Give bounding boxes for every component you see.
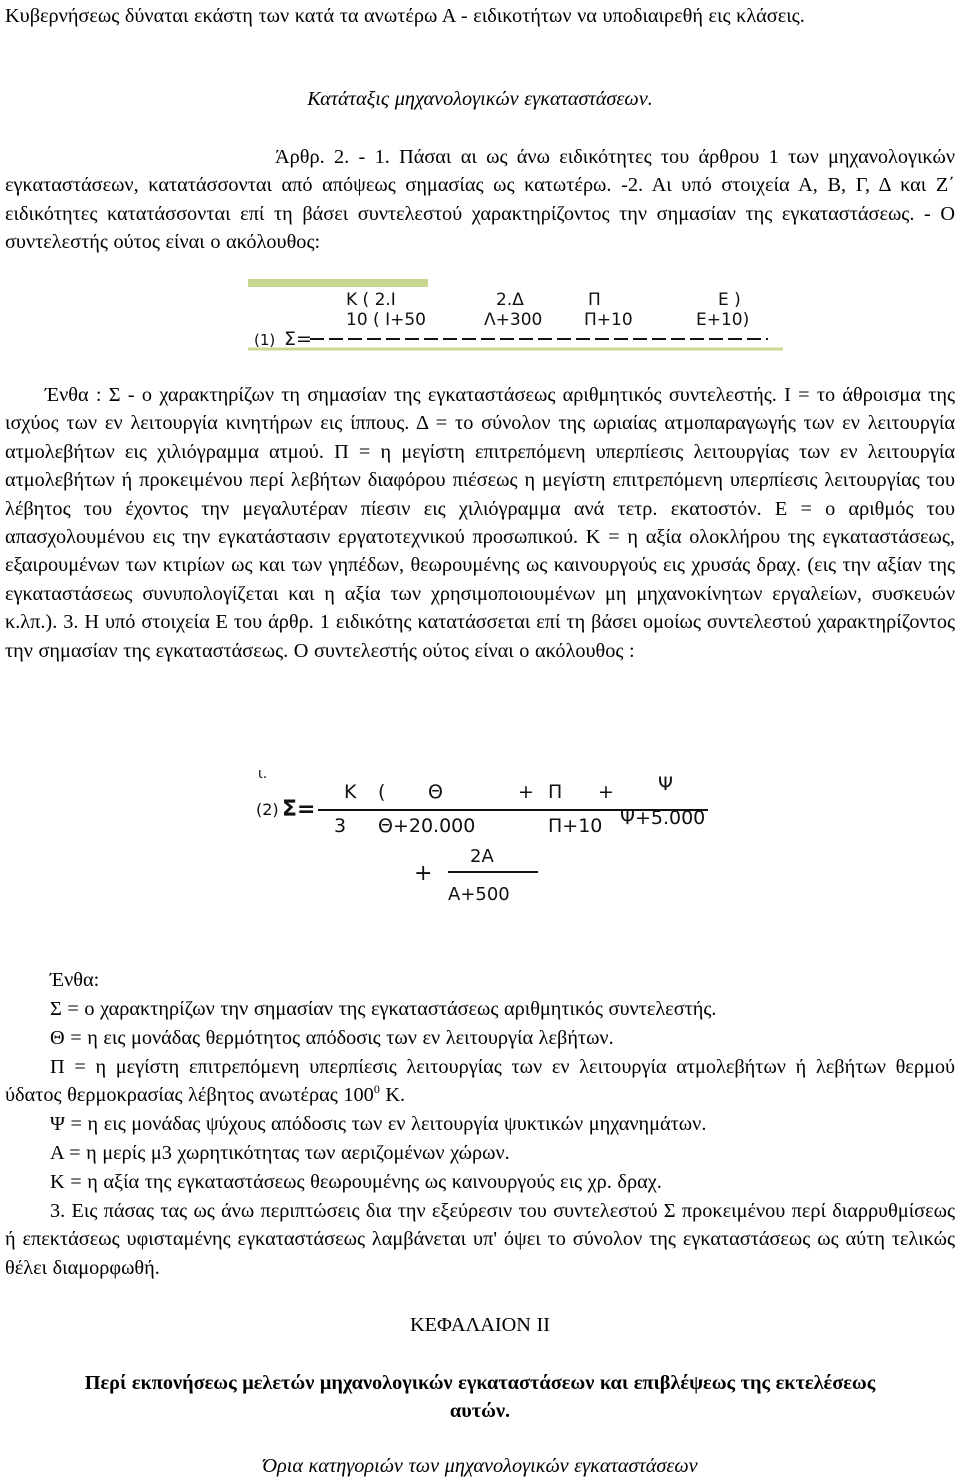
- def-pi-unit: Κ.: [379, 1084, 406, 1107]
- formula-2: [248, 770, 718, 910]
- formula-1-lhs: Σ=: [284, 328, 312, 350]
- def-theta: Θ = η εις μονάδας θερμότητος απόδοσις των εν λειτουργία λεβήτων.: [50, 1027, 614, 1049]
- formula-2-theta-num: Θ: [428, 781, 443, 803]
- formula-1-den-4: Ε+10): [696, 310, 750, 330]
- formula-1-num-3: Π: [588, 290, 601, 310]
- formula-1-num-1: Κ ( 2.Ι: [346, 290, 396, 310]
- def-k: Κ = η αξία της εγκαταστάσεως θεωρουμένης ως καινουργούς εις χρ. δραχ.: [50, 1171, 662, 1193]
- definitions-paragraph: Ένθα : Σ - ο χαρακτηρίζων τη σημασίαν της εγκαταστάσεως αριθμητικός συντελεστής. Ι = το άθροισμα της ισχύος των εν λειτουργία κινητήρων εις ίππους. Δ = το σύνολον της ωριαίας ατμοπαραγωγής των εν λειτουργία ατμολεβήτων εις χιλιόγραμμα ατμού. Π = η μεγίστη επιτρεπόμενη υπερπίεσις λειτουργίας των εν λειτουργία ατμολεβήτων ή προκειμένου περί λεβήτων διαφόρου πιέσεως η μεγίστη επιτρεπόμενη υπερπίεσις λειτουργίας του λέβητος του έχοντος την μεγαλυτέραν πίεσιν εις χιλιόγραμμα ανά τετρ. εκατοστόν. Ε = ο αριθμός του απασχολουμένου εις την εγκατάστασιν εργατοτεχνικού προσωπικού. Κ = η αξία ολοκλήρου της εγκαταστάσεως, εξαιρουμένων των κτιρίων ως και των γηπέδων, θεωρουμένης ως καινουργούς εις χρυσάς δραχ. (εις την αξίαν της εγκαταστάσεως συνυπολογίζεται και η αξία των χρησιμοποιουμένων μη μηχανοκίνητων εργαλείων, συσκευών κ.λπ.). 3. Η υπό στοιχεία Ε του άρθρ. 1 ειδικότης κατατάσσεται επί τη βάσει ομοίως συντελεστού χαρακτηρίζοντος την σημασίαν της εγκαταστάσεως. Ο συντελεστής ούτος είναι ο ακόλουθος :: [5, 384, 955, 662]
- formula-1-num-2: 2.Δ: [496, 290, 524, 310]
- formula-2-theta-den: Θ+20.000: [378, 815, 476, 837]
- formula-2-a-den: Α+500: [448, 884, 510, 905]
- last-line: Όρια κατηγοριών των μηχανολογικών εγκαταστάσεων: [262, 1455, 698, 1477]
- chapter-heading: ΚΕΦΑΛΑΙΟΝ ΙΙ: [409, 1314, 550, 1336]
- formula-2-p-den: Π+10: [548, 815, 603, 837]
- formula-2-three: 3: [334, 815, 347, 837]
- def-a: Α = η μερίς μ3 χωρητικότητας των αεριζομένων χώρων.: [50, 1142, 510, 1164]
- formula-2-k: Κ: [344, 781, 357, 803]
- formula-2-open-paren: (: [378, 781, 386, 803]
- formula-2-lhs: Σ=: [282, 797, 316, 822]
- formula-2-a-num: 2Α: [470, 846, 494, 867]
- def-pi: [5, 1053, 955, 1110]
- def-psi: Ψ = η εις μονάδας ψύχους απόδοσις των εν λειτουργία ψυκτικών μηχανημάτων.: [50, 1113, 707, 1135]
- formula-1-graphic: [248, 279, 783, 351]
- formula-2-plus-bottom: +: [414, 861, 433, 886]
- formula-1-den-3: Π+10: [584, 310, 633, 330]
- formula-2-psi-den: Ψ+5.000: [620, 807, 706, 829]
- formula-1-num-4: Ε ): [718, 290, 741, 310]
- formula-2-plus-top-2: +: [598, 781, 614, 803]
- formula-2-graphic: [248, 770, 718, 910]
- def-pi-superscript: 0: [373, 1082, 380, 1097]
- formula-2-label: (2): [256, 800, 279, 819]
- formula-1-den-1: 10 ( Ι+50: [346, 310, 426, 330]
- formula-2-plus-top: +: [518, 781, 534, 803]
- chapter-subtitle: Περί εκπονήσεως μελετών μηχανολογικών εγκαταστάσεων και επιβλέψεως της εκτελέσεως αυτών.: [84, 1372, 876, 1423]
- formula-1-den-2: Λ+300: [484, 310, 543, 330]
- def-pi-text: Π = η μεγίστη επιτρεπόμενη υπερπίεσις λειτουργίας των εν λειτουργία ατμολεβήτων ή λεβήτων θερμού ύδατος θερμοκρασίας λέβητος ανωτέρας 100: [5, 1056, 955, 1107]
- paragraph-3: 3. Εις πάσας τας ως άνω περιπτώσεις δια την εξεύρεσιν του συντελεστού Σ προκειμένου περί διαρρυθμίσεως ή επεκτάσεως υφισταμένης εγκαταστάσεως λαμβάνεται υπ' όψει το σύνολον της εγκαταστάσεως ως αύτη τελικώς θέλει διαμορφωθή.: [5, 1200, 955, 1279]
- def-sigma: Σ = ο χαρακτηρίζων την σημασίαν της εγκαταστάσεως αριθμητικός συντελεστής.: [50, 998, 717, 1020]
- formula-2-p-num: Π: [548, 781, 563, 803]
- formula-2-clipped-top: ι.: [258, 770, 268, 782]
- section-title: Κατάταξις μηχανολογικών εγκαταστάσεων.: [307, 88, 653, 110]
- formula-1: [248, 279, 783, 351]
- where-label: Ένθα:: [50, 969, 100, 991]
- article-paragraph: Άρθρ. 2. - 1. Πάσαι αι ως άνω ειδικότητες του άρθρου 1 των μηχανολογικών εγκαταστάσεων, κατατάσσονται από απόψεως σημασίας ως κατωτέρω. -2. Αι υπό στοιχεία Α, Β, Γ, Δ και Ζ΄ ειδικότητες κατατάσσονται επί τη βάσει συντελεστού χαρακτηρίζοντος την σημασίαν της εγκαταστάσεως. - Ο συντελεστής ούτος είναι ο ακόλουθος:: [5, 146, 955, 254]
- formula-1-label: (1): [254, 331, 276, 349]
- formula-2-psi-num: Ψ: [658, 773, 673, 795]
- intro-paragraph: Κυβερνήσεως δύναται εκάστη των κατά τα ανωτέρω Α - ειδικοτήτων να υποδιαιρεθή εις κλάσεις.: [5, 5, 805, 27]
